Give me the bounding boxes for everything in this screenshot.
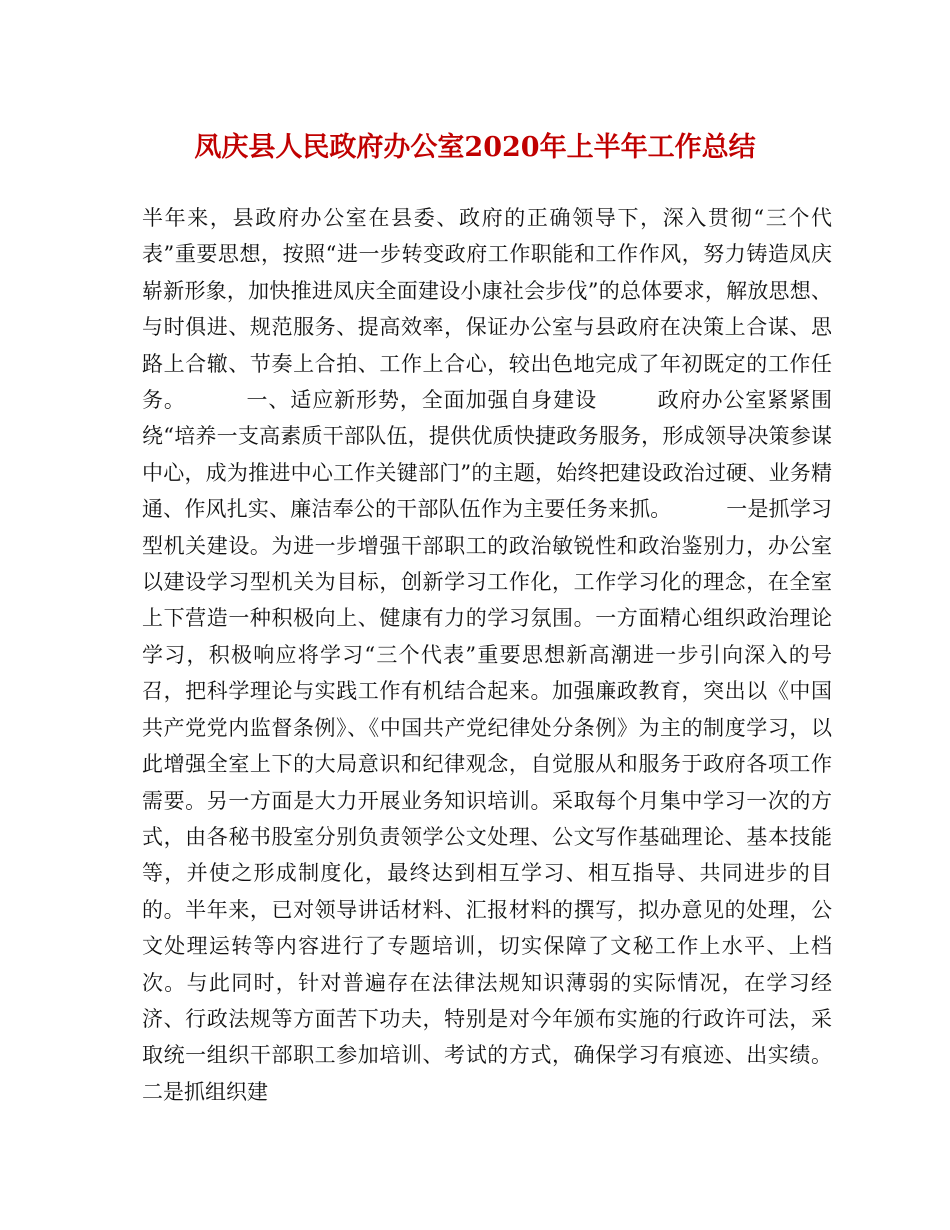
- body-paragraph: 半年来，县政府办公室在县委、政府的正确领导下，深入贯彻“三个代表”重要思想，按照“进一步转变政府工作职能和工作作风，努力铸造凤庆崭新形象，加快推进凤庆全面建设小康社会步伐”的总体要求，解放思想、与时俱进、规范服务、提高效率，保证办公室与县政府在决策上合谋、思路上合辙、节奏上合拍、工作上合心，较出色地完成了年初既定的工作任务。 一、适应新形势，全面加强自身建设 政府办公室紧紧围绕“培养一支高素质干部队伍，提供优质快捷政务服务，形成领导决策参谋中心，成为推进中心工作关键部门”的主题，始终把建设政治过硬、业务精通、作风扎实、廉洁奉公的干部队伍作为主要任务来抓。 一是抓学习型机关建设。为进一步增强干部职工的政治敏锐性和政治鉴别力，办公室以建设学习型机关为目标，创新学习工作化，工作学习化的理念，在全室上下营造一种积极向上、健康有力的学习氛围。一方面精心组织政治理论学习，积极响应将学习“三个代表”重要思想新高潮进一步引向深入的号召，把科学理论与实践工作有机结合起来。加强廉政教育，突出以《中国共产党党内监督条例》、《中国共产党纪律处分条例》为主的制度学习，以此增强全室上下的大局意识和纪律观念，自觉服从和服务于政府各项工作需要。另一方面是大力开展业务知识培训。采取每个月集中学习一次的方式，由各秘书股室分别负责领学公文处理、公文写作基础理论、基本技能等，并使之形成制度化，最终达到相互学习、相互指导、共同进步的目的。半年来，已对领导讲话材料、汇报材料的撰写，拟办意见的处理，公文处理运转等内容进行了专题培训，切实保障了文秘工作上水平、上档次。与此同时，针对普遍存在法律法规知识薄弱的实际情况，在学习经济、行政法规等方面苦下功夫，特别是对今年颁布实施的行政许可法，采取统一组织干部职工参加培训、考试的方式，确保学习有痕迹、出实绩。 二是抓组织建: [142, 206, 886, 1104]
- document-title: 凤庆县人民政府办公室2020年上半年工作总结: [194, 132, 756, 163]
- document-body: [142, 200, 886, 1110]
